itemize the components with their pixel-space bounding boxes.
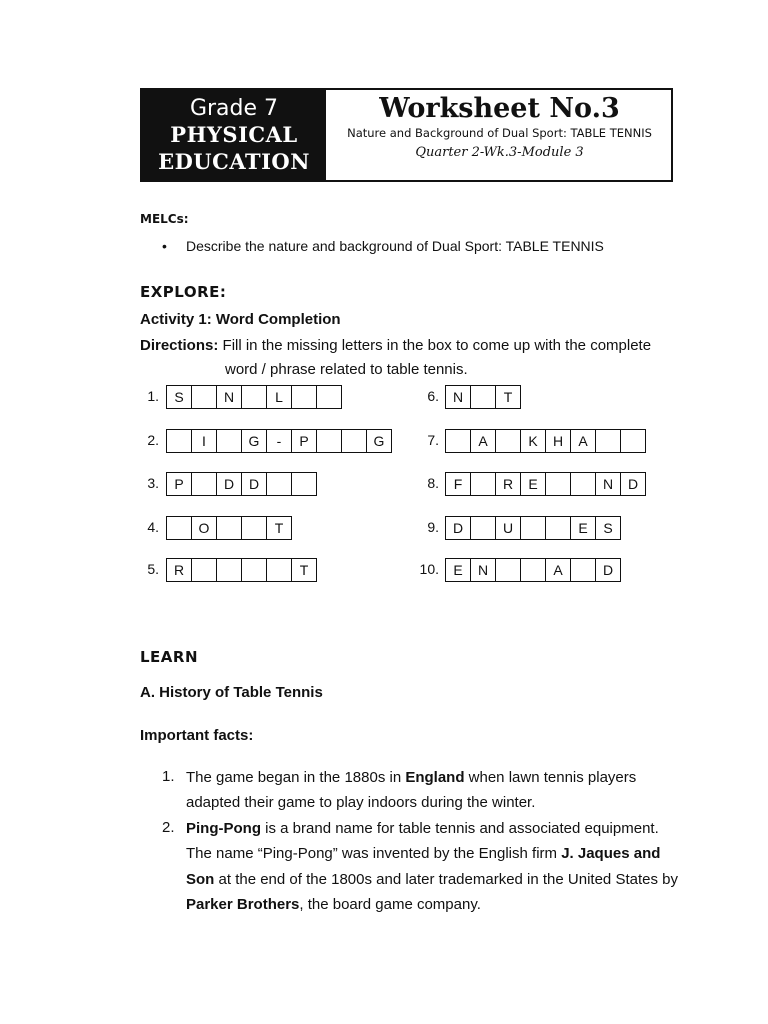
- letter-box-blank[interactable]: [341, 429, 367, 453]
- letter-box: P: [291, 429, 317, 453]
- letter-box: D: [595, 558, 621, 582]
- letter-box: E: [445, 558, 471, 582]
- puzzle-number: 1.: [147, 388, 159, 404]
- puzzle-boxes: [445, 429, 646, 453]
- letter-box: U: [495, 516, 521, 540]
- melcs-label: MELCs:: [140, 212, 189, 226]
- letter-box: O: [191, 516, 217, 540]
- puzzle-number: 7.: [427, 432, 439, 448]
- fact-bold: J. Jaques and Son: [186, 845, 661, 888]
- letter-box-blank[interactable]: [291, 472, 317, 496]
- letter-box-blank[interactable]: [166, 516, 192, 540]
- letter-box: R: [495, 472, 521, 496]
- letter-box: N: [595, 472, 621, 496]
- letter-box: S: [166, 385, 192, 409]
- fact-bold: Parker Brothers: [186, 895, 300, 913]
- directions-text-2: word / phrase related to table tennis.: [225, 361, 468, 378]
- letter-box-blank[interactable]: [191, 558, 217, 582]
- letter-box-blank[interactable]: [470, 516, 496, 540]
- puzzle-number: 6.: [427, 388, 439, 404]
- letter-box-blank[interactable]: [241, 558, 267, 582]
- fact-bold: Ping-Pong: [186, 820, 261, 837]
- puzzle-number: 2.: [147, 432, 159, 448]
- letter-box: T: [291, 558, 317, 582]
- letter-box-blank[interactable]: [620, 429, 646, 453]
- subject-line-1: PHYSICAL: [170, 122, 298, 147]
- letter-box: F: [445, 472, 471, 496]
- subject-panel: [142, 90, 326, 180]
- worksheet-title: Worksheet No.3: [379, 93, 620, 124]
- fact-text: The game began in the 1880s in: [186, 769, 406, 786]
- letter-box: H: [545, 429, 571, 453]
- learn-heading: LEARN: [140, 648, 199, 666]
- letter-box: E: [570, 516, 596, 540]
- facts-heading: Important facts:: [140, 727, 254, 744]
- letter-box-blank[interactable]: [191, 472, 217, 496]
- puzzle-boxes: [166, 558, 317, 582]
- puzzle-number: 9.: [427, 519, 439, 535]
- puzzle-boxes: [166, 516, 292, 540]
- bullet-icon: •: [162, 238, 167, 254]
- puzzle-boxes: [445, 558, 621, 582]
- letter-box: K: [520, 429, 546, 453]
- letter-box-blank[interactable]: [570, 558, 596, 582]
- letter-box: D: [241, 472, 267, 496]
- letter-box: E: [520, 472, 546, 496]
- puzzle-number: 8.: [427, 475, 439, 491]
- melc-item: Describe the nature and background of Dual Sport: TABLE TENNIS: [186, 238, 604, 254]
- letter-box: A: [545, 558, 571, 582]
- letter-box-blank[interactable]: [266, 472, 292, 496]
- puzzle-boxes: [166, 429, 392, 453]
- puzzle-boxes: [445, 385, 521, 409]
- letter-box-blank[interactable]: [216, 516, 242, 540]
- letter-box-blank[interactable]: [520, 558, 546, 582]
- letter-box: N: [216, 385, 242, 409]
- letter-box: P: [166, 472, 192, 496]
- letter-box: D: [216, 472, 242, 496]
- fact-number: 1.: [162, 768, 175, 785]
- fact-text: at the end of the 1800s and later trademarked in the United States by: [214, 870, 678, 888]
- letter-box: N: [445, 385, 471, 409]
- quarter-label: Quarter 2-Wk.3-Module 3: [415, 145, 584, 160]
- subject-line-2: EDUCATION: [158, 149, 310, 174]
- title-panel: [328, 90, 671, 180]
- letter-box: I: [191, 429, 217, 453]
- section-title: A. History of Table Tennis: [140, 684, 323, 701]
- fact-text: , the board game company.: [299, 895, 481, 913]
- fact-item: [186, 816, 686, 917]
- worksheet-subtitle: Nature and Background of Dual Sport: TABLE TENNIS: [347, 126, 652, 140]
- fact-text: is a brand name for table tennis and associated equipment. The name “Ping-Pong” was invented by the English firm: [186, 820, 659, 863]
- letter-box: T: [495, 385, 521, 409]
- letter-box-blank[interactable]: [595, 429, 621, 453]
- worksheet-header: [140, 88, 673, 182]
- letter-box: D: [445, 516, 471, 540]
- fact-item: [186, 765, 686, 816]
- letter-box-blank[interactable]: [470, 472, 496, 496]
- letter-box-blank[interactable]: [191, 385, 217, 409]
- puzzle-boxes: [445, 516, 621, 540]
- letter-box: -: [266, 429, 292, 453]
- letter-box: A: [470, 429, 496, 453]
- letter-box-blank[interactable]: [520, 516, 546, 540]
- letter-box: A: [570, 429, 596, 453]
- letter-box-blank[interactable]: [545, 472, 571, 496]
- grade-label: Grade 7: [189, 96, 279, 121]
- letter-box-blank[interactable]: [316, 429, 342, 453]
- letter-box-blank[interactable]: [495, 558, 521, 582]
- letter-box: G: [366, 429, 392, 453]
- activity-title: Activity 1: Word Completion: [140, 311, 341, 328]
- letter-box-blank[interactable]: [570, 472, 596, 496]
- letter-box: N: [470, 558, 496, 582]
- puzzle-number: 3.: [147, 475, 159, 491]
- letter-box-blank[interactable]: [216, 558, 242, 582]
- directions-text-1: Fill in the missing letters in the box to come up with the complete: [218, 337, 652, 354]
- letter-box-blank[interactable]: [445, 429, 471, 453]
- letter-box-blank[interactable]: [166, 429, 192, 453]
- fact-text: when lawn tennis players adapted their game to play indoors during the winter.: [186, 769, 637, 812]
- letter-box-blank[interactable]: [495, 429, 521, 453]
- fact-number: 2.: [162, 819, 175, 836]
- letter-box: G: [241, 429, 267, 453]
- letter-box: D: [620, 472, 646, 496]
- letter-box: S: [595, 516, 621, 540]
- letter-box-blank[interactable]: [216, 429, 242, 453]
- letter-box-blank[interactable]: [470, 385, 496, 409]
- letter-box-blank[interactable]: [545, 516, 571, 540]
- directions: [140, 337, 651, 354]
- puzzle-boxes: [166, 385, 342, 409]
- puzzle-number: 4.: [147, 519, 159, 535]
- letter-box-blank[interactable]: [291, 385, 317, 409]
- fact-bold: England: [405, 769, 465, 786]
- letter-box-blank[interactable]: [266, 558, 292, 582]
- puzzle-boxes: [445, 472, 646, 496]
- puzzle-number: 10.: [419, 561, 439, 577]
- letter-box-blank[interactable]: [241, 385, 267, 409]
- letter-box: L: [266, 385, 292, 409]
- letter-box-blank[interactable]: [316, 385, 342, 409]
- puzzle-boxes: [166, 472, 317, 496]
- letter-box-blank[interactable]: [241, 516, 267, 540]
- letter-box: T: [266, 516, 292, 540]
- puzzle-number: 5.: [147, 561, 159, 577]
- explore-heading: EXPLORE:: [140, 283, 227, 301]
- letter-box: R: [166, 558, 192, 582]
- directions-label: Directions:: [140, 337, 219, 354]
